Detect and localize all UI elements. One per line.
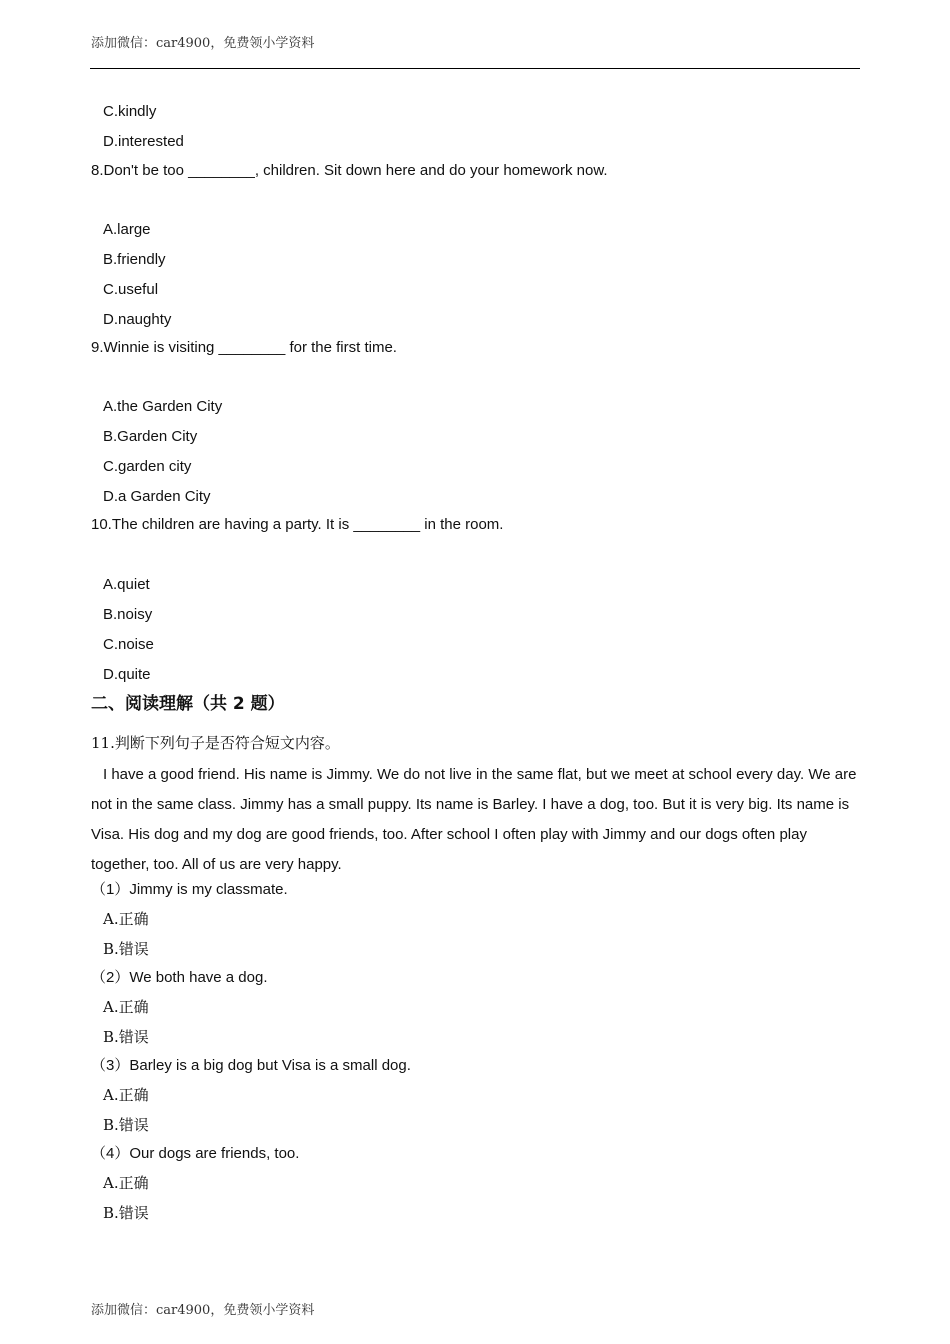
q11-item-2: （2）We both have a dog. xyxy=(91,969,268,986)
q11-item-3: （3）Barley is a big dog but Visa is a small dog. xyxy=(91,1057,411,1074)
q7-option-c: C.kindly xyxy=(103,103,157,120)
q11-item-4-option-a: A.正确 xyxy=(103,1174,149,1192)
q8-option-c: C.useful xyxy=(103,281,159,298)
reading-passage: I have a good friend. His name is Jimmy. We do not live in the same flat, but we meet at school every day. We are not in the same class. Jimmy has a small puppy. Its name is Barley. I have a dog, too. But it is very big. Its name is Visa. His dog and my dog are good friends, too. After school I often play with Jimmy and our dogs often play together, too. All of us are very happy. xyxy=(91,766,857,873)
header-rule xyxy=(90,68,860,69)
q11-item-1-option-a: A.正确 xyxy=(103,910,149,928)
q11-item-4-option-b: B.错误 xyxy=(103,1204,149,1222)
q11-item-1-option-b: B.错误 xyxy=(103,940,149,958)
q9-stem: 9.Winnie is visiting ________ for the first time. xyxy=(91,339,397,356)
q9-option-c: C.garden city xyxy=(103,458,192,475)
q10-option-c: C.noise xyxy=(103,636,154,653)
q11-item-3-option-a: A.正确 xyxy=(103,1086,149,1104)
page-header: 添加微信：car4900，免费领小学资料 xyxy=(91,36,315,51)
q11-item-4: （4）Our dogs are friends, too. xyxy=(91,1145,300,1162)
q10-option-d: D.quite xyxy=(103,666,151,683)
q8-option-a: A.large xyxy=(103,221,151,238)
q9-option-a: A.the Garden City xyxy=(103,398,223,415)
section-title: 二、阅读理解（共 2 题） xyxy=(91,694,285,714)
q11-item-2-option-a: A.正确 xyxy=(103,998,149,1016)
q7-option-d: D.interested xyxy=(103,133,184,150)
q11-item-3-option-b: B.错误 xyxy=(103,1116,149,1134)
q8-stem: 8.Don't be too ________, children. Sit down here and do your homework now. xyxy=(91,162,608,179)
q11-item-2-option-b: B.错误 xyxy=(103,1028,149,1046)
q9-option-d: D.a Garden City xyxy=(103,488,211,505)
q10-stem: 10.The children are having a party. It is ________ in the room. xyxy=(91,516,504,533)
q10-option-b: B.noisy xyxy=(103,606,153,623)
q8-option-b: B.friendly xyxy=(103,251,166,268)
page-footer: 添加微信：car4900，免费领小学资料 xyxy=(91,1303,315,1318)
q10-option-a: A.quiet xyxy=(103,576,150,593)
q8-option-d: D.naughty xyxy=(103,311,172,328)
q11-item-1: （1）Jimmy is my classmate. xyxy=(91,881,288,898)
q11-stem: 11.判断下列句子是否符合短文内容。 xyxy=(91,734,340,752)
q9-option-b: B.Garden City xyxy=(103,428,198,445)
